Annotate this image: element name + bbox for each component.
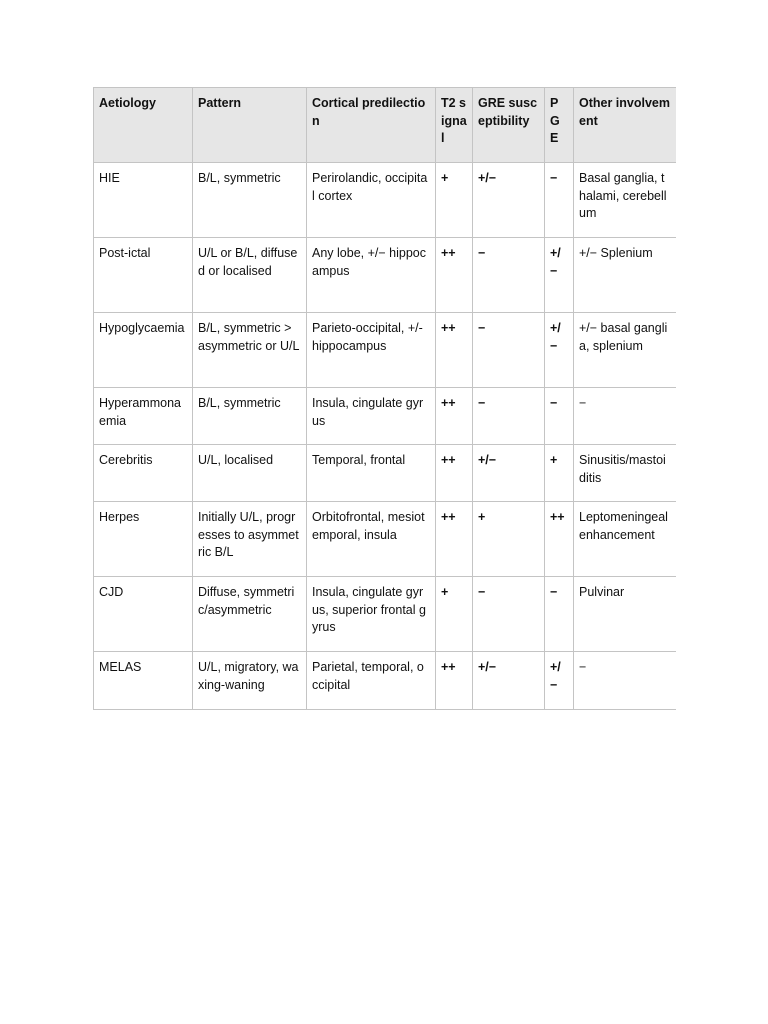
cell-pge: +/−: [545, 652, 574, 710]
cell-cortical: Temporal, frontal: [307, 445, 436, 502]
cell-cortical: Any lobe, +/− hippocampus: [307, 238, 436, 313]
table-row: [94, 163, 676, 238]
cell-cortical: Parieto-occipital, +/- hippocampus: [307, 313, 436, 388]
cell-aetiology: Post-ictal: [94, 238, 193, 313]
cell-aetiology: MELAS: [94, 652, 193, 710]
table-row: [94, 238, 676, 313]
cell-gre: −: [473, 577, 545, 652]
cell-gre: +/−: [473, 163, 545, 238]
cell-pattern: B/L, symmetric > asymmetric or U/L: [193, 313, 307, 388]
header-cortical-predilection: Cortical predilection: [307, 88, 436, 163]
cell-pattern: Diffuse, symmetric/asymmetric: [193, 577, 307, 652]
cell-pge: +: [545, 445, 574, 502]
cell-aetiology: CJD: [94, 577, 193, 652]
cell-aetiology: Cerebritis: [94, 445, 193, 502]
cell-pattern: B/L, symmetric: [193, 163, 307, 238]
cell-pge: −: [545, 388, 574, 445]
header-pattern: Pattern: [193, 88, 307, 163]
cell-other: −: [574, 652, 676, 710]
cell-pge: +/−: [545, 313, 574, 388]
aetiology-table: [93, 87, 676, 710]
cell-cortical: Parietal, temporal, occipital: [307, 652, 436, 710]
table-row: [94, 502, 676, 577]
cell-pattern: Initially U/L, progresses to asymmetric B/L: [193, 502, 307, 577]
cell-pattern: U/L or B/L, diffused or localised: [193, 238, 307, 313]
cell-t2: ++: [436, 445, 473, 502]
cell-aetiology: Hyperammonaemia: [94, 388, 193, 445]
cell-other: +/− Splenium: [574, 238, 676, 313]
cell-t2: ++: [436, 502, 473, 577]
cell-gre: +/−: [473, 445, 545, 502]
cell-pge: ++: [545, 502, 574, 577]
cell-other: Pulvinar: [574, 577, 676, 652]
cell-t2: +: [436, 163, 473, 238]
cell-aetiology: Hypoglycaemia: [94, 313, 193, 388]
cell-gre: −: [473, 313, 545, 388]
header-aetiology: Aetiology: [94, 88, 193, 163]
header-gre-susceptibility: GRE susceptibility: [473, 88, 545, 163]
cell-cortical: Orbitofrontal, mesiotemporal, insula: [307, 502, 436, 577]
cell-pattern: U/L, migratory, waxing-waning: [193, 652, 307, 710]
cell-t2: ++: [436, 238, 473, 313]
cell-cortical: Perirolandic, occipital cortex: [307, 163, 436, 238]
cell-pge: −: [545, 163, 574, 238]
cell-cortical: Insula, cingulate gyrus: [307, 388, 436, 445]
cell-other: −: [574, 388, 676, 445]
header-row: [94, 88, 676, 163]
cell-t2: ++: [436, 652, 473, 710]
table-body: [94, 163, 676, 710]
cell-pge: −: [545, 577, 574, 652]
cell-gre: +/−: [473, 652, 545, 710]
cell-pattern: U/L, localised: [193, 445, 307, 502]
cell-other: Leptomeningeal enhancement: [574, 502, 676, 577]
cell-t2: +: [436, 577, 473, 652]
cell-aetiology: Herpes: [94, 502, 193, 577]
cell-other: +/− basal ganglia, splenium: [574, 313, 676, 388]
cell-gre: −: [473, 238, 545, 313]
table-row: [94, 445, 676, 502]
cell-cortical: Insula, cingulate gyrus, superior frontal gyrus: [307, 577, 436, 652]
cell-pattern: B/L, symmetric: [193, 388, 307, 445]
table-header: [94, 88, 676, 163]
header-other-involvement: Other involvement: [574, 88, 676, 163]
cell-gre: −: [473, 388, 545, 445]
table-row: [94, 313, 676, 388]
cell-t2: ++: [436, 313, 473, 388]
table-row: [94, 577, 676, 652]
cell-pge: +/−: [545, 238, 574, 313]
cell-other: Basal ganglia, thalami, cerebellum: [574, 163, 676, 238]
cell-t2: ++: [436, 388, 473, 445]
table-row: [94, 388, 676, 445]
header-pge: PGE: [545, 88, 574, 163]
cell-other: Sinusitis/mastoiditis: [574, 445, 676, 502]
header-t2-signal: T2 signal: [436, 88, 473, 163]
cell-gre: +: [473, 502, 545, 577]
cell-aetiology: HIE: [94, 163, 193, 238]
table-row: [94, 652, 676, 710]
